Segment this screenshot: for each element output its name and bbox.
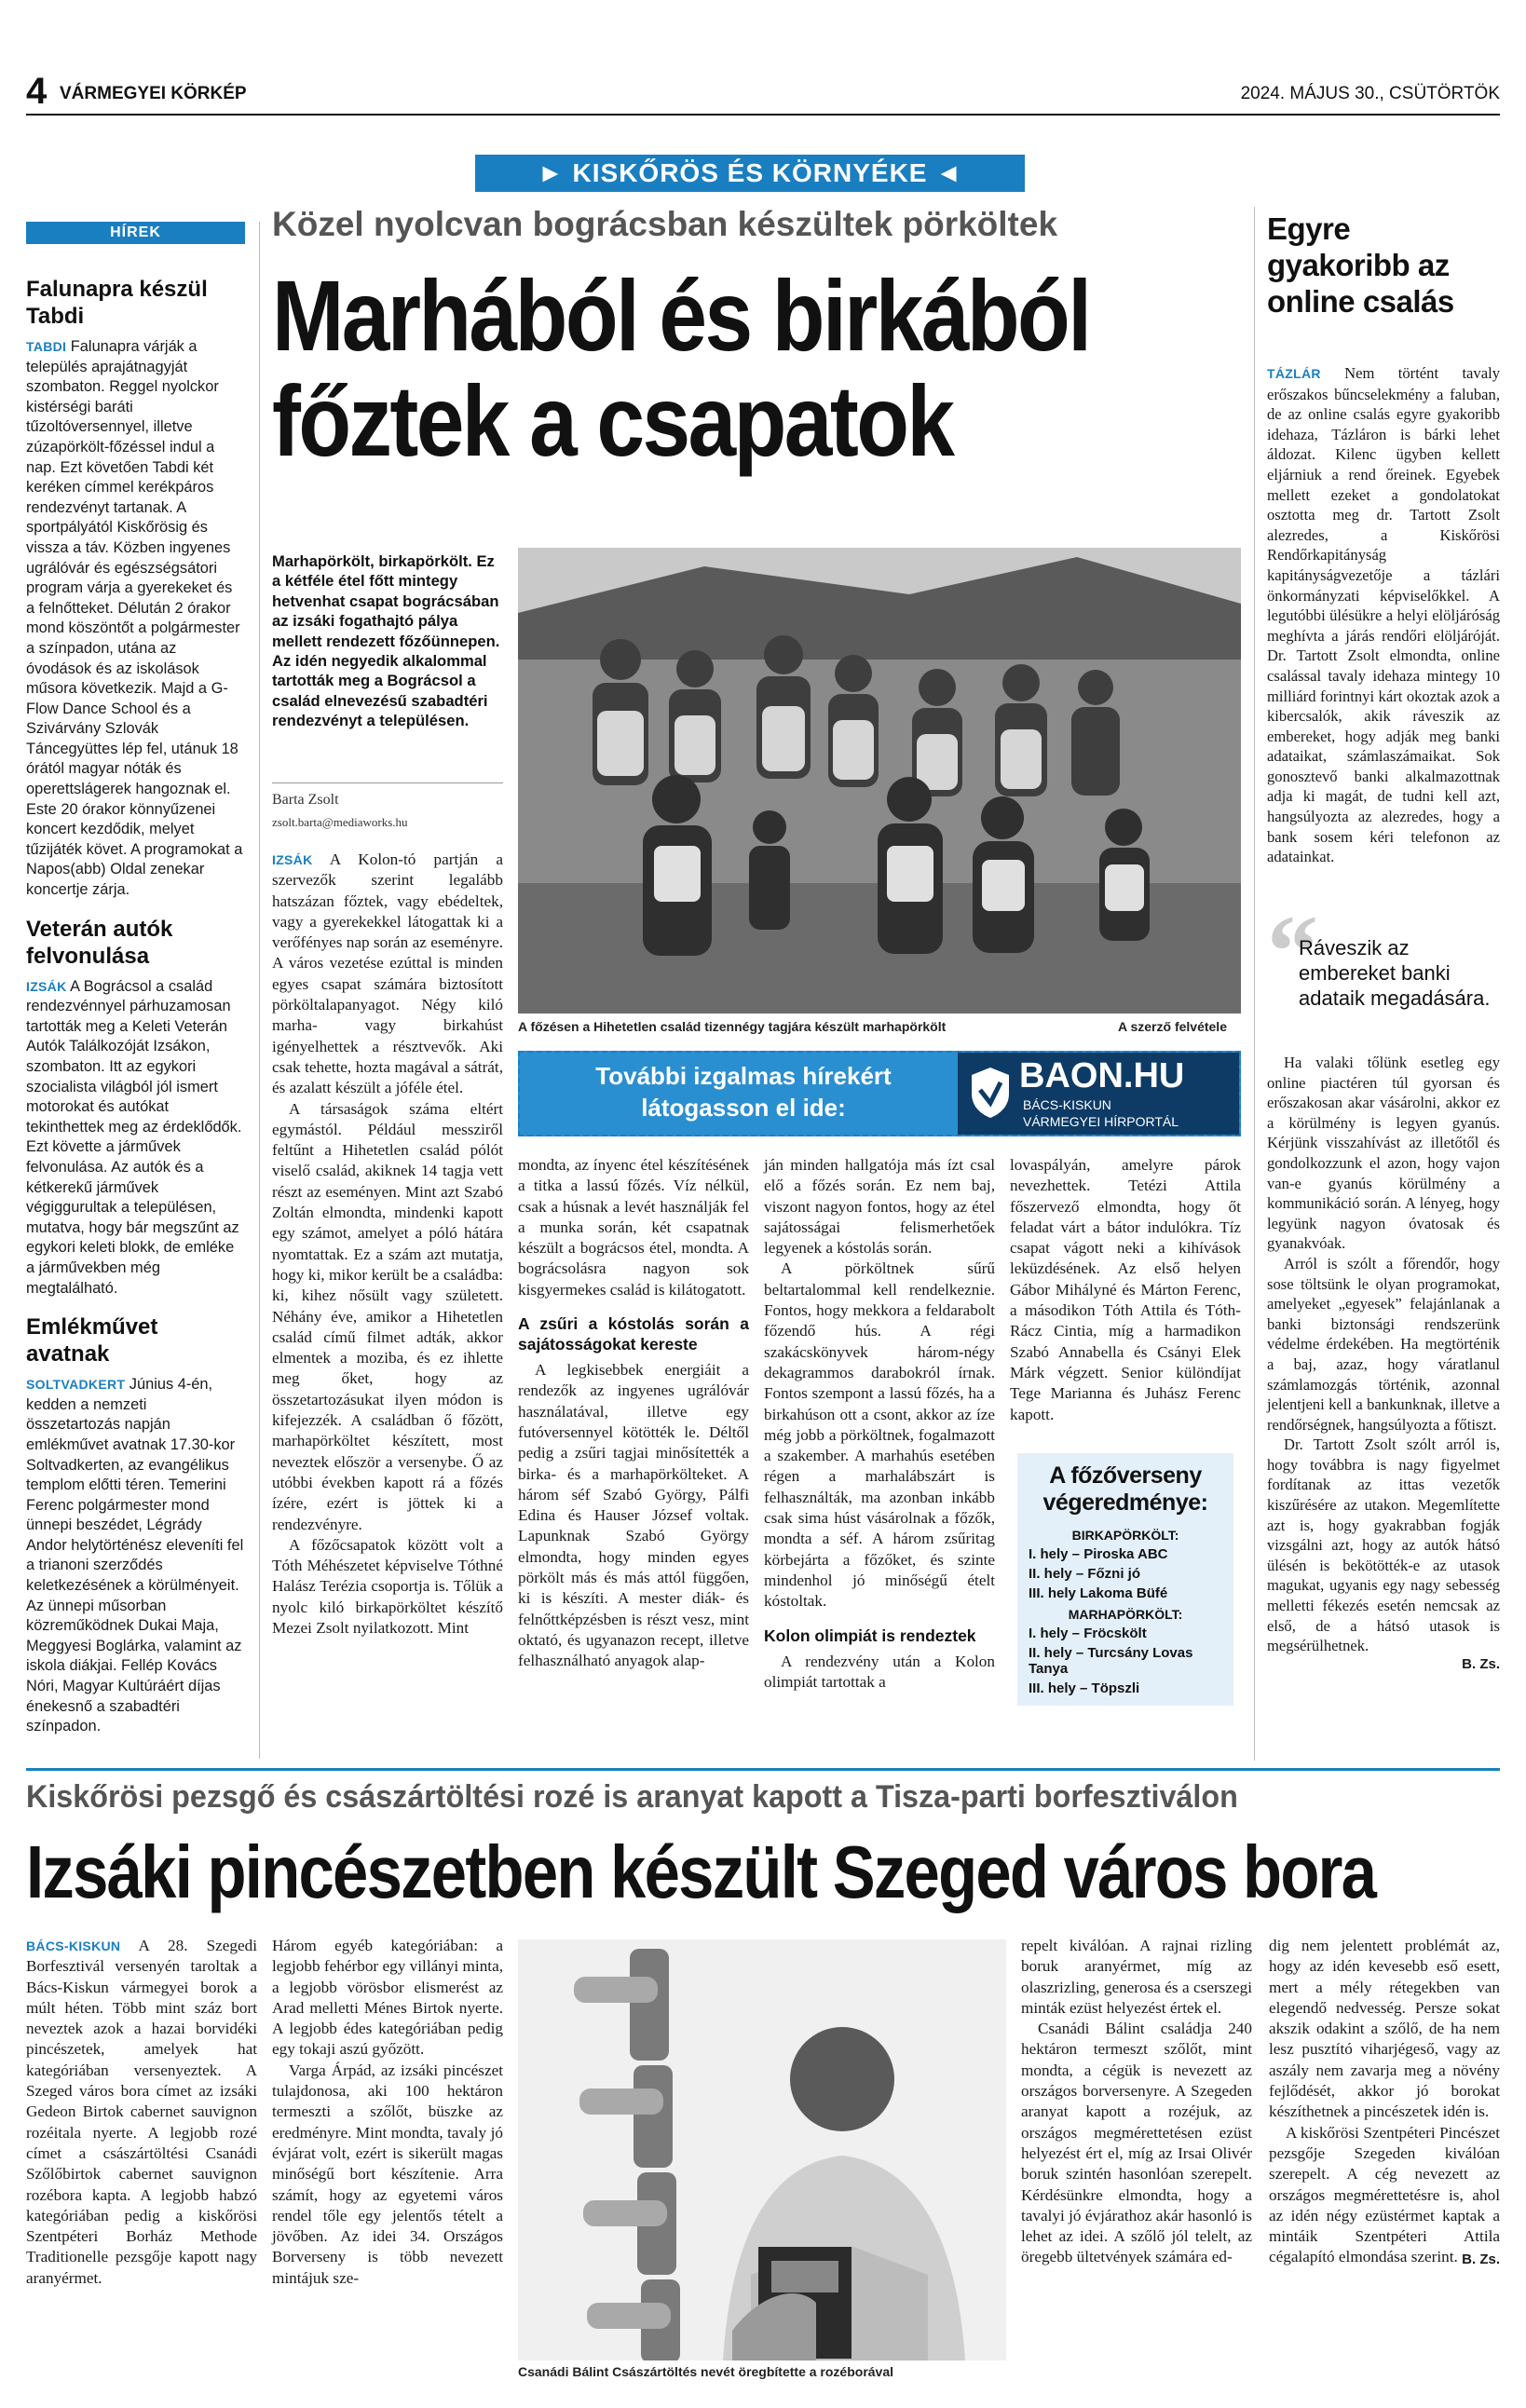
- main-paragraph: A főzőcsapatok között volt a Tóth Méhészetet képviselve Tóthné Halász Terézia csoportja is. Tőlük a nyolc kiló birkapörköltet készítő Mezei Zsolt nyilatkozott. Mint: [272, 1535, 503, 1637]
- sidebar-item-body: Falunapra várják a település aprajátnagyját szombaton. Reggel nyolckor kistérségi baráti tűzoltóversennyel, illetve zúzapörkölt-főzéssel indul a nap. Ezt követően Tabdi két keréken címmel kerékpáros rendezvényt tartanak. A sportpályától Kiskőrösig és vissza a táv. Közben ingyenes ugrálóvár és egészségsátori program várja a gyerekeket és a felnőtteket. Délután 2 órakor mond köszöntőt a polgármester a színpadon, utána az óvodások és az iskolások műsora következik. Majd a G-Flow Dance School és a Szivárvány Szlovák Táncegyüttes lép fel, utánuk 18 órától magyar nóták és operettslágerek hangoznak el. Este 20 órakor könnyűzenei koncert kezdődik, melyet tűzijáték követ. A programokat a Napos(abb) Oldal zenekar koncertje zárja.: [26, 338, 243, 899]
- main-paragraph: A rendezvény után a Kolon olimpiát tartottak a: [764, 1652, 995, 1691]
- bottom-overline: Kiskőrösi pezsgő és császártöltési rozé is aranyat kapott a Tisza-parti borfesztiválon: [26, 1779, 1238, 1815]
- sidebar-label: HÍREK: [26, 222, 245, 244]
- bottom-paragraph: Csanádi Bálint családja 240 hektáron termeszt szőlőt, mint mondta, a cégük is nevezett az országos borversenyre. A Szegeden aranyat kapott a rozéjuk, az országos megmérettetésen ezüst helyezést ért el, míg az Irsai Olivér boruk szintén hasonlóan szerepelt. Kérdésünkre elmondta, hogy a tavalyi jó évjárathoz akár hasonló is lehet az idei. A szőlő jól telelt, az öregebb ültetvények számára ed-: [1021, 2020, 1252, 2266]
- bottom-photo-caption: Csanádi Bálint Császártöltés nevét öregbítette a rozéborával: [518, 2364, 894, 2379]
- main-col-4: [1010, 1155, 1241, 1425]
- sidebar-item-title: Emlékművet avatnak: [26, 1314, 158, 1367]
- sidebar-item-text: [26, 1375, 245, 1737]
- sidebar-item-body: A Bográcsol a család rendezvénnyel párhuzamosan tartották meg a Keleti Veterán Autók Találkozóját Izsákon, szombaton. Itt az egykori szocialista világból jól ismert motorokat és autókat tekinthettek meg az érdeklődők. Ezt követte a járművek felvonulása. Az autók és a kétkerekű járművek végiggurultak a településen, mutatva, hogy bár megszűnt az egykori keleti blokk, de emléke a járművekben még megtalálható.: [26, 977, 242, 1297]
- result-row: I. hely – Piroska ABC: [1029, 1546, 1168, 1562]
- bottom-paragraph: repelt kiválóan. A rajnai rizling boruk aranyérmet, míg az olaszrizling, generosa és a cserszegi minták ezüst helyezést értek el.: [1021, 1937, 1252, 2017]
- masthead-rule: [26, 114, 1500, 116]
- bottom-col-4: [1269, 1936, 1500, 2270]
- main-paragraph: mondta, az ínyenc étel készítésének a titka a lassú főzés. Víz nélkül, csak a húsnak a levét használják fel a munka során, két csapatnak készült a bográcsos étel, mondta. A bográcsolásra nagyon sok kisgyermekes család is kilátogatott.: [518, 1156, 749, 1299]
- bottom-section-rule: [26, 1768, 1500, 1771]
- result-row: II. hely – Turcsány Lovas Tanya: [1029, 1645, 1193, 1677]
- sidebar-item-title: Veterán autók felvonulása: [26, 916, 173, 969]
- main-paragraph: lovaspályán, amelyre párok nevezhettek. Tetézi Attila főszervező elmondta, hogy őt feladat várt a bátor indulókra. Tíz csapat vágott neki a kihívások leküzdésének. Az első helyen Gábor Mihályné és Márton Ferenc, a másodikon Tóth Attila és Tóth-Rácz Cintia, míg a harmadikon Szabó Annabella és Csányi Elek Márk végzett. Senior különdíjat Tege Marianna és Juhász Ferenc kapott.: [1010, 1156, 1241, 1423]
- right-col-top: [1267, 363, 1500, 867]
- sidebar-item-place: SOLTVADKERT: [26, 1377, 126, 1393]
- team-photo-illustration: [518, 548, 1241, 1014]
- main-subhead: A zsűri a kóstolás során a sajátosságokat kereste: [518, 1314, 749, 1354]
- page-number: 4: [26, 71, 48, 112]
- baon-promo[interactable]: [518, 1051, 1241, 1136]
- main-subhead: Kolon olimpiát is rendeztek: [764, 1626, 976, 1645]
- result-row: III. hely – Töpszli: [1029, 1680, 1140, 1696]
- winemaker-photo-illustration: [518, 1939, 1006, 2360]
- promo-sub2: VÁRMEGYEI HÍRPORTÁL: [1023, 1114, 1179, 1129]
- main-paragraph: ján minden hallgatója más ízt csal elő a főzés során. Ez nem baj, viszont nagyon fontos, hogy az étel sajátosságai felismerhetőek legyenek a kóstolás során.: [764, 1156, 995, 1258]
- sidebar-item-place: TABDI: [26, 339, 67, 354]
- main-paragraph: A társaságok száma eltért egymástól. Például messziről feltűnt a Hihetetlen család pólót viselő család, akiknek 14 tagja vett részt az eseményen. Mint azt Szabó Zoltán elmondta, mindenki kapott egy számot, amelyet a póló hátára nyomtattak. Ez a szám azt mutatja, hogy ki, mikor került be a családba: ki, kihez nősült vagy született. Néhány éve, amikor a Hihetetlen család című filmet adták, akkor elmentek a moziba, és ez ihlette meg őket, hogy az összetartozásukat ilyen módon is kifejezzék. A családban ő főzött, marhapörköltet készített, most neveztek először a versenybe. Ő az utóbbi években kapott rá a főzés ízére, ezért is jöttek ki a rendezvényre.: [272, 1099, 503, 1533]
- right-paragraph: Dr. Tartott Zsolt szólt arról is, hogy továbbra is nagy figyelmet fordítanak az ittas vezetők kiszűrésére az utakon. Megemlítette azt is, hogy gyakrabban fogják vizsgálni azt, hogy az autók hátsó ülésén is bekötötték-e az utasok magukat, ugyanis egy nagy sebesség melletti fékezés esetén nemcsak az első, de a hátsó utasok is megsérülhetnek.: [1267, 1435, 1500, 1655]
- main-col-2: [518, 1155, 749, 1672]
- results-title: A főzőverseny végeredménye:: [1042, 1462, 1208, 1516]
- bottom-paragraph: A 28. Szegedi Borfesztivál versenyén taroltak a Bács-Kiskun vármegyei borok a múlt héten. Több mint száz bort neveztek azok a hazai borvidéki pincészetek, amelyek hat kategóriában versenyeztek. A Szeged város bora címet az izsáki Gedeon Birtok cabernet sauvignon rozéitala nyerte. A legjobb rozé címet a császártöltési Csanádi Szőlőbirtok cabernet sauvignon rozébora kapta. A legjobb habzó kategóriában pedig a kiskőrösi Szentpéteri Borház Methode Traditionelle pezsgője kapott nagy aranyérmet.: [26, 1937, 257, 2287]
- main-headline: Marhából és birkából főztek a csapatok: [272, 259, 1090, 477]
- right-paragraph: Ha valaki tőlünk esetleg egy online piactéren túl gyorsan és erőszakosan akar vásárolni, akkor ez a körülmény is legyen gyanús. Kérjünk visszahívást az illetőtől és gondolkozzunk el azon, hogy vajon van-e gyanús körülmény a kommunikáció során. A lényeg, hogy legyünk nagyon óvatosak és gyanakvóak.: [1267, 1054, 1500, 1253]
- main-place: IZSÁK: [272, 852, 313, 867]
- main-author: Barta Zsolt: [272, 792, 339, 808]
- main-photo-caption: A főzésen a Hihetetlen család tizennégy tagjára készült marhapörkölt: [518, 1019, 947, 1034]
- promo-brand-panel: [958, 1053, 1239, 1135]
- masthead: [26, 71, 1500, 114]
- bottom-col-1: [26, 1936, 257, 2289]
- right-col-bottom: [1267, 1053, 1500, 1674]
- quote-text: Ráveszik az embereket banki adataik megadására.: [1299, 936, 1491, 1010]
- news-sidebar: [26, 222, 245, 1761]
- right-signature: B. Zs.: [1462, 1655, 1500, 1672]
- bottom-headline: Izsáki pincészetben készült Szeged város bora: [26, 1830, 1376, 1913]
- bottom-col-3: [1021, 1936, 1252, 2268]
- right-place: TÁZLÁR: [1267, 366, 1321, 381]
- right-headline: Egyre gyakoribb az online csalás: [1267, 211, 1454, 319]
- banner-label: KISKŐRÖS ÉS KÖRNYÉKE: [572, 158, 928, 187]
- bottom-paragraph: Varga Árpád, az izsáki pincészet tulajdonosa, aki 100 hektáron termeszti a szőlőt, büszke az eredményre. Mint mondta, tavaly jó évjárat volt, ezért is sikerült magas minőségű bort készítenie. Arra számít, hogy az egyetemi város rendel tőle egy jelentős tételt a jövőben. Az idei 34. Országos Borverseny is több nevezett mintájuk sze-: [272, 2061, 503, 2287]
- sidebar-divider: [259, 222, 260, 1759]
- right-column-divider: [1254, 207, 1255, 1761]
- shield-icon: [969, 1066, 1012, 1120]
- section-banner: [475, 155, 1025, 192]
- section-label: VÁRMEGYEI KÖRKÉP: [60, 84, 247, 103]
- cooking-team-photo: [518, 548, 1241, 1014]
- main-paragraph: A legkisebbek energiáit a rendezők az ingyenes ugrálóvár használatával, illetve egy futóversennyel kötötték le. Déltől pedig a zsűri tagjai minősítették a birka- és a marhapörkölteket. A három séf Szabó György, Pálfi Edina és Hauser József voltak. Lapunknak Szabó György elmondta, hogy minden egyes pörkölt más és más attól függően, ki is készíti. A mester diák- és felnőttképzésben is részt vesz, mint oktató, és ugyanazon recept, illetve felhasználható anyagok alap-: [518, 1361, 749, 1670]
- sidebar-item-text: [26, 337, 245, 901]
- right-paragraph: Arról is szólt a főrendőr, hogy sose töltsünk le olyan programokat, amelyeket „egyesek” felajánlanak a banki biztonsági rendszerünk védelme érdekében. Ha megtörténik a baj, azaz, hogy váratlanul számlamozgás történik, azonnal jelentjeni kell a bankunknak, illetve a rendőrségnek, hangsúlyozta a főtiszt.: [1267, 1254, 1500, 1434]
- banner-left-arrow: ►: [538, 158, 565, 187]
- result-row: III. hely Lakoma Büfé: [1029, 1585, 1168, 1601]
- promo-brand: BAON.HU: [1019, 1056, 1185, 1095]
- results-box: [1017, 1453, 1233, 1706]
- main-col-3: [764, 1155, 995, 1693]
- main-paragraph: A Kolon-tó partján a szervezők szerint legalább hatszázan főztek, vagy ebédeltek, vagy a gyerekekkel látogattak ki a verőfényes nap során az eseményre. A város vezetése ezúttal is minden egyes csapat számára biztosított pörköltalapanyagot. Négy kiló marha- vagy birkahúst igényelhettek a résztvevők. Aki csak tehette, hozta magával a sátrát, és azalatt készült a jóféle étel.: [272, 850, 503, 1097]
- promo-line2: látogasson el ide:: [641, 1094, 846, 1122]
- byline-rule: [272, 782, 503, 783]
- bottom-col-2: [272, 1936, 503, 2289]
- quote-mark-icon: “: [1267, 894, 1318, 1008]
- results-birka-label: BIRKAPÖRKÖLT:: [1071, 1528, 1179, 1543]
- sidebar-item-title: Falunapra készül Tabdi: [26, 277, 208, 329]
- banner-right-arrow: ◄: [935, 158, 962, 187]
- promo-line1: További izgalmas hírekért: [595, 1062, 892, 1090]
- main-author-email: zsolt.barta@mediaworks.hu: [272, 815, 408, 829]
- main-col-1: [272, 850, 503, 1639]
- results-marha-label: MARHAPÖRKÖLT:: [1068, 1607, 1183, 1622]
- issue-date: 2024. MÁJUS 30., CSÜTÖRTÖK: [1240, 84, 1500, 103]
- sidebar-item-text: [26, 977, 245, 1299]
- quote-box: [1267, 894, 1500, 1036]
- main-overline: Közel nyolcvan bográcsban készültek pörköltek: [272, 205, 1058, 243]
- bottom-paragraph: A kiskőrösi Szentpéteri Pincészet pezsgője Szegeden kiválóan szerepelt. A cég nevezett az országos megmérettetésre is, ahol az idén négy ezüstérmet kaptak a mintáik Szentpéteri Attila cégalapító elmondása szerint.: [1269, 2123, 1500, 2266]
- right-paragraph: Nem történt tavaly erőszakos bűncselekmény a faluban, de az online csalás egyre gyakoribb idehaza, Tázláron is bárki lehet áldozat. Kilenc ügyben kellett eljárniuk a rend őreinek. Egyebek mellett ezeket a gondolatokat osztotta meg dr. Tartott Zsolt alezredes, a Kiskőrösi Rendőrkapitányság kapitányságvezetője a tázlári önkormányzati képviselőkkel. A legutóbbi ülésükre a helyi elöljáróság meghívta a járás rendőri elöljáróját. Dr. Tartott Zsolt elmondta, online csalással tavaly idehaza mintegy 10 milliárd forintnyi kárt okoztak azok a kibercsalók, akik ráveszik az embereket, hogy adják meg banki adataikat, számlaszámaikat. Sok gonosztevő banki alkalmazottnak adja ki magát, de tudni kell azt, hangsúlyozta az alezredes, hogy a bank sosem kéri telefonon az adatainkat.: [1267, 364, 1500, 866]
- sidebar-item-place: IZSÁK: [26, 978, 67, 994]
- result-row: I. hely – Fröcskölt: [1029, 1626, 1147, 1641]
- bottom-signature: B. Zs.: [1462, 2251, 1500, 2267]
- winemaker-photo: [518, 1939, 1006, 2360]
- bottom-place: BÁCS-KISKUN: [26, 1939, 121, 1953]
- main-lead: Marhapörkölt, birkapörkölt. Ez a kétféle étel főtt mintegy hetvenhat csapat bográcsában az izsáki fogathajtó pálya mellett rendezett főzőünnepen. Az idén negyedik alkalommal tartották meg a Bográcsol a család elnevezésű szabadtéri rendezvényt a településen.: [272, 552, 500, 730]
- bottom-paragraph: Három egyéb kategóriában: a legjobb fehérbor egy villányi minta, a legjobb vörösbor elismerést az Arad melletti Ménes Birtok nyerte. A legjobb édes kategóriában pedig egy tokaji aszú győzött.: [272, 1937, 503, 2059]
- result-row: II. hely – Főzni jó: [1029, 1566, 1141, 1582]
- main-paragraph: A pörköltnek sűrű beltartalommal kell rendelkeznie. Fontos, hogy mekkora a feldarabolt főzendő hús. A régi szakácskönyvek három-négy dekagrammos darabokról írnak. Fontos szempont a lassú főzés, ha a birkahúson ott a csont, akkor az íze még jobb a pörköltnek, fogalmazott a szakember. A marhahús esetében régen a marhalábszárt is felhasználták, ma azonban inkább csak sima húst vásárolnak a főzők, mondta a séf. A három zsűritag körbejárta a főzőket, és szinte mindenhol jó minőségű ételt kóstoltak.: [764, 1259, 995, 1611]
- sidebar-item-body: Június 4-én, kedden a nemzeti összetartozás napján emlékművet avatnak 17.30-kor Soltvadkerten, az evangélikus templom előtti téren. Temerini Ferenc polgármester mond ünnepi beszédet, Légrády Andor helytörténész eleveníti fel a trianoni szerződés keletkezésének a körülményeit. Az ünnepi műsorban közreműködnek Dukai Maja, Meggyesi Boglárka, valamint az iskola diákjai. Fellép Kovács Nóri, Magyar Kultúráért díjas énekesnő a szabadtéri színpadon.: [26, 1376, 244, 1735]
- main-photo-credit: A szerző felvétele: [1118, 1019, 1227, 1034]
- bottom-paragraph: dig nem jelentett problémát az, hogy az idén kevesebb eső esett, mert a mély rétegekben van elegendő nedvesség. Persze sokat akszik odakint a szőlő, de ha nem lesz pusztító viharjégeső, vagy az aszály nem zavarja meg a növény fejlődését, akkor jó borokat készíthetnek a pincészetek idén is.: [1269, 1937, 1500, 2121]
- promo-sub1: BÁCS-KISKUN: [1023, 1097, 1111, 1112]
